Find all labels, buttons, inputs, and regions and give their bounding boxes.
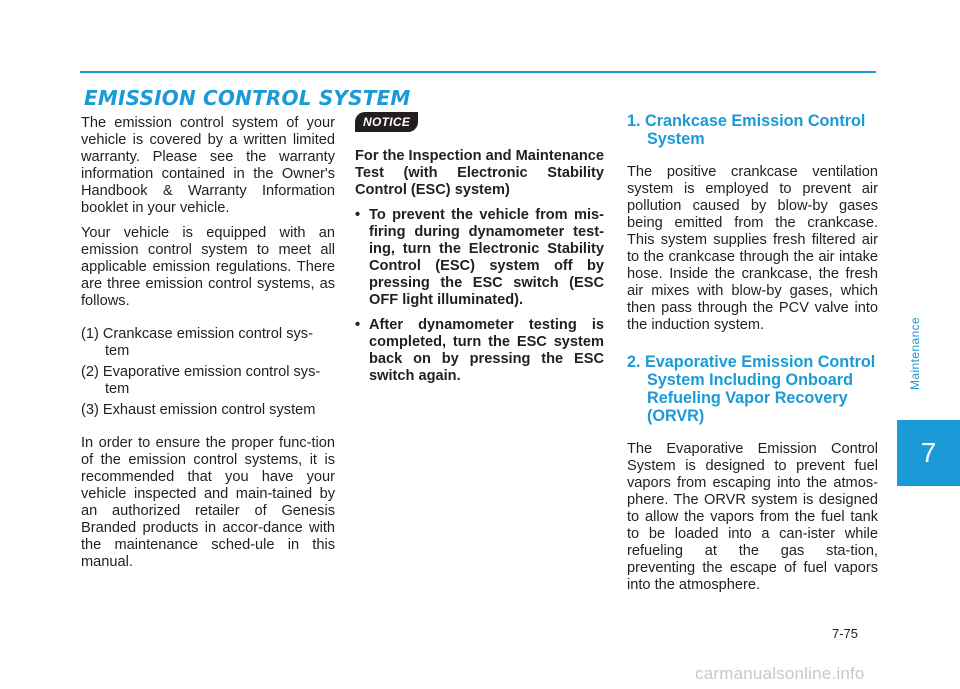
list-item: (3) Exhaust emission control system xyxy=(81,402,316,418)
list-item: (1) Crankcase emission control sys-tem xyxy=(81,326,313,359)
intro-paragraph-1: The emission control system of your vehicle is covered by a written limited warranty. Please see the warranty information contained in the Owner's Handbook & Warranty Information booklet in your vehicle. xyxy=(81,115,335,216)
intro-paragraph-2: Your vehicle is equipped with an emission control system to meet all applicable emission regulations. There are three emission control systems, as follows. xyxy=(81,225,335,309)
list-item: (2) Evaporative emission control sys-tem xyxy=(81,364,321,397)
crankcase-heading: 1. Crankcase Emission Control System xyxy=(627,112,866,148)
column-right xyxy=(627,112,878,594)
page-number: 7-75 xyxy=(832,626,859,641)
crankcase-paragraph: The positive crankcase ventilation system is employed to prevent air pollution caused by blow-by gases being emitted from the crankcase. This system supplies fresh filtered air to the crankcase through the air intake hose. Inside the crankcase, the fresh air mixes with blow-by gases, which then pass through the PCV valve into the induction system. xyxy=(627,164,878,333)
notice-heading: For the Inspection and Maintenance Test (with Electronic Stability Control (ESC) system) xyxy=(355,148,604,198)
closing-paragraph: In order to ensure the proper func-tion of the emission control systems, it is recommended that you have your vehicle inspected and main-tained by an authorized retailer of Genesis Branded products in accor-dance with the maintenance sched-ule in this manual. xyxy=(81,435,335,570)
list-item: • To prevent the vehicle from mis-firing during dynamometer test-ing, turn the Electronic Stability Control (ESC) system off by pressing the ESC switch (ESC OFF light illuminated). xyxy=(355,207,604,309)
notice-badge: NOTICE xyxy=(355,112,418,132)
header-rule xyxy=(80,71,876,73)
evaporative-paragraph: The Evaporative Emission Control System is designed to prevent fuel vapors from escaping into the atmos-phere. The ORVR system is designed to allow the vapors from the fuel tank to be loaded into a can-ister while refueling at the gas sta-tion, preventing the escape of fuel vapors into the atmosphere. xyxy=(627,441,878,593)
column-middle xyxy=(355,112,604,385)
emission-systems-list xyxy=(81,326,335,419)
chapter-number: 7 xyxy=(920,437,937,468)
watermark: carmanualsonline.info xyxy=(695,664,865,683)
section-side-label: Maintenance xyxy=(908,316,922,390)
notice-bullet-list xyxy=(355,207,604,385)
chapter-tab xyxy=(897,420,960,486)
list-item: • After dynamometer testing is completed, turn the ESC system back on by pressing the ESC switch again. xyxy=(355,317,604,385)
page-title: EMISSION CONTROL SYSTEM xyxy=(84,86,411,110)
column-left xyxy=(81,115,335,571)
evaporative-heading: 2. Evaporative Emission Control System Including Onboard Refueling Vapor Recovery (ORVR) xyxy=(627,353,876,425)
